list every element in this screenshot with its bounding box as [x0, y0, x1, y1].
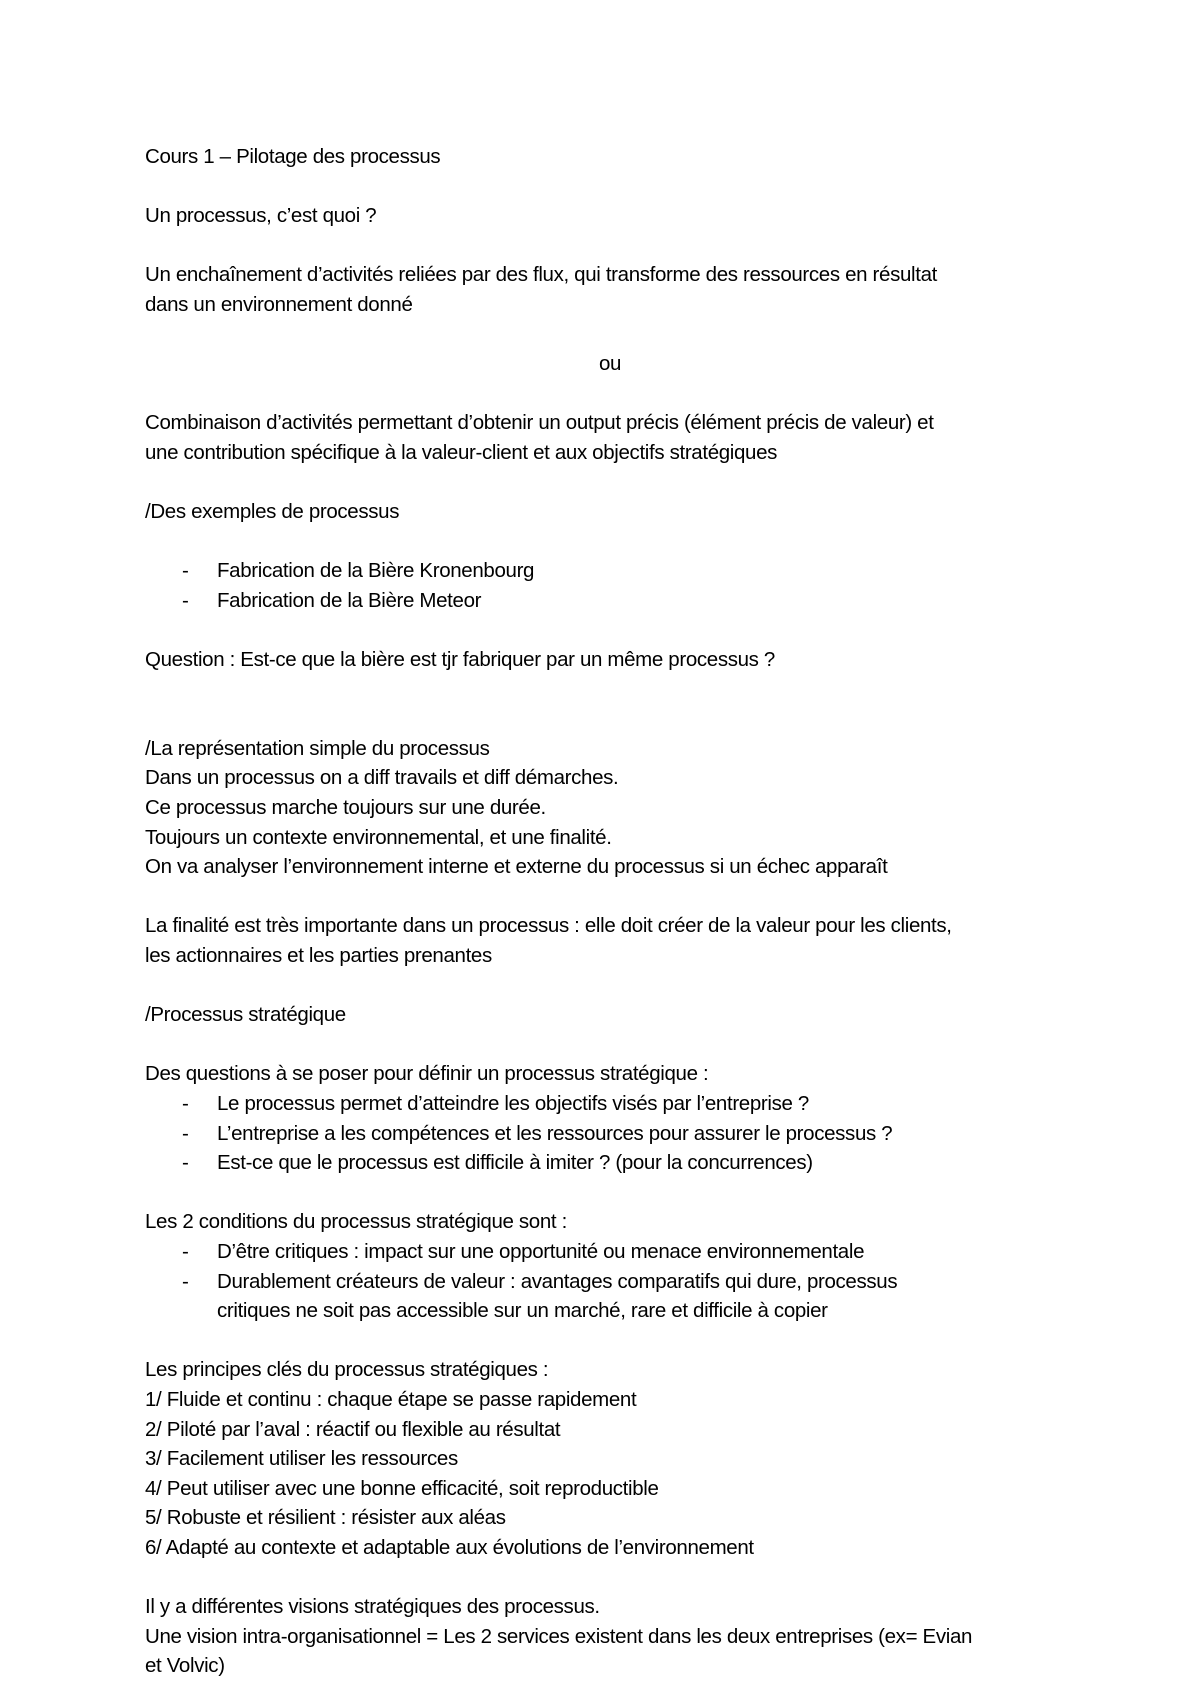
question-heading: Un processus, c’est quoi ?: [145, 204, 377, 228]
questions-intro: Des questions à se poser pour définir un processus stratégique :: [145, 1062, 709, 1086]
representation-line: On va analyser l’environnement interne et externe du processus si un échec apparaît: [145, 855, 888, 879]
representation-line: Toujours un contexte environnemental, et une finalité.: [145, 825, 612, 849]
list-item: - Le processus permet d’atteindre les objectifs visés par l’entreprise ?: [145, 1089, 1075, 1119]
definition-2-line-1: Combinaison d’activités permettant d’obtenir un output précis (élément précis de valeur) et: [145, 411, 934, 435]
principle-item: 3/ Facilement utiliser les ressources: [145, 1447, 458, 1471]
principle-item: 4/ Peut utiliser avec une bonne efficacité, soit reproductible: [145, 1476, 659, 1500]
strategic-heading: /Processus stratégique: [145, 1003, 346, 1027]
representation-line: Ce processus marche toujours sur une durée.: [145, 796, 546, 820]
examples-list: [145, 556, 1075, 615]
examples-heading: /Des exemples de processus: [145, 500, 400, 524]
visions-line-2: Une vision intra-organisationnel = Les 2 services existent dans les deux entreprises (ex= Evian: [145, 1624, 973, 1648]
dash-bullet: -: [182, 588, 189, 612]
principle-item: 1/ Fluide et continu : chaque étape se passe rapidement: [145, 1387, 637, 1411]
representation-heading: /La représentation simple du processus: [145, 736, 490, 760]
finalite-line-2: les actionnaires et les parties prenantes: [145, 944, 492, 968]
list-item: - D’être critiques : impact sur une opportunité ou menace environnementale: [145, 1237, 1075, 1267]
dash-bullet: -: [182, 1239, 189, 1263]
list-item: - Est-ce que le processus est difficile à imiter ? (pour la concurrences): [145, 1148, 1075, 1178]
list-item: [145, 1267, 1075, 1326]
definition-2-line-2: une contribution spécifique à la valeur-client et aux objectifs stratégiques: [145, 440, 778, 464]
dash-bullet: -: [182, 1269, 189, 1293]
doc-title: Cours 1 – Pilotage des processus: [145, 145, 441, 168]
condition-2-line-1: Durablement créateurs de valeur : avantages comparatifs qui dure, processus: [217, 1269, 898, 1293]
definition-1-line-2: dans un environnement donné: [145, 292, 413, 316]
dash-bullet: -: [182, 1121, 189, 1145]
principles-intro: Les principes clés du processus stratégiques :: [145, 1358, 549, 1382]
question-text: Question : Est-ce que la bière est tjr fabriquer par un même processus ?: [145, 648, 775, 672]
definition-1-line-1: Un enchaînement d’activités reliées par des flux, qui transforme des ressources en résultat: [145, 263, 937, 287]
principle-item: 2/ Piloté par l’aval : réactif ou flexible au résultat: [145, 1417, 561, 1441]
conditions-intro: Les 2 conditions du processus stratégique sont :: [145, 1210, 567, 1234]
representation-line: Dans un processus on a diff travails et diff démarches.: [145, 766, 619, 790]
principle-item: 5/ Robuste et résilient : résister aux aléas: [145, 1506, 506, 1530]
questions-list: [145, 1089, 1075, 1178]
list-item: - L’entreprise a les compétences et les ressources pour assurer le processus ?: [145, 1119, 1075, 1149]
list-item: - Fabrication de la Bière Kronenbourg: [145, 556, 1075, 586]
principle-item: 6/ Adapté au contexte et adaptable aux évolutions de l’environnement: [145, 1535, 754, 1559]
dash-bullet: -: [182, 1151, 189, 1175]
or-separator: ou: [598, 352, 622, 376]
list-item: - Fabrication de la Bière Meteor: [145, 586, 1075, 616]
document-page: [145, 142, 1075, 1681]
dash-bullet: -: [182, 559, 189, 583]
finalite-line-1: La finalité est très importante dans un processus : elle doit créer de la valeur pour les clients,: [145, 914, 952, 938]
visions-line-1: Il y a différentes visions stratégiques des processus.: [145, 1595, 600, 1619]
conditions-list: [145, 1237, 1075, 1326]
dash-bullet: -: [182, 1092, 189, 1115]
visions-line-3: et Volvic): [145, 1654, 225, 1678]
condition-2-line-2: critiques ne soit pas accessible sur un marché, rare et difficile à copier: [217, 1299, 828, 1323]
